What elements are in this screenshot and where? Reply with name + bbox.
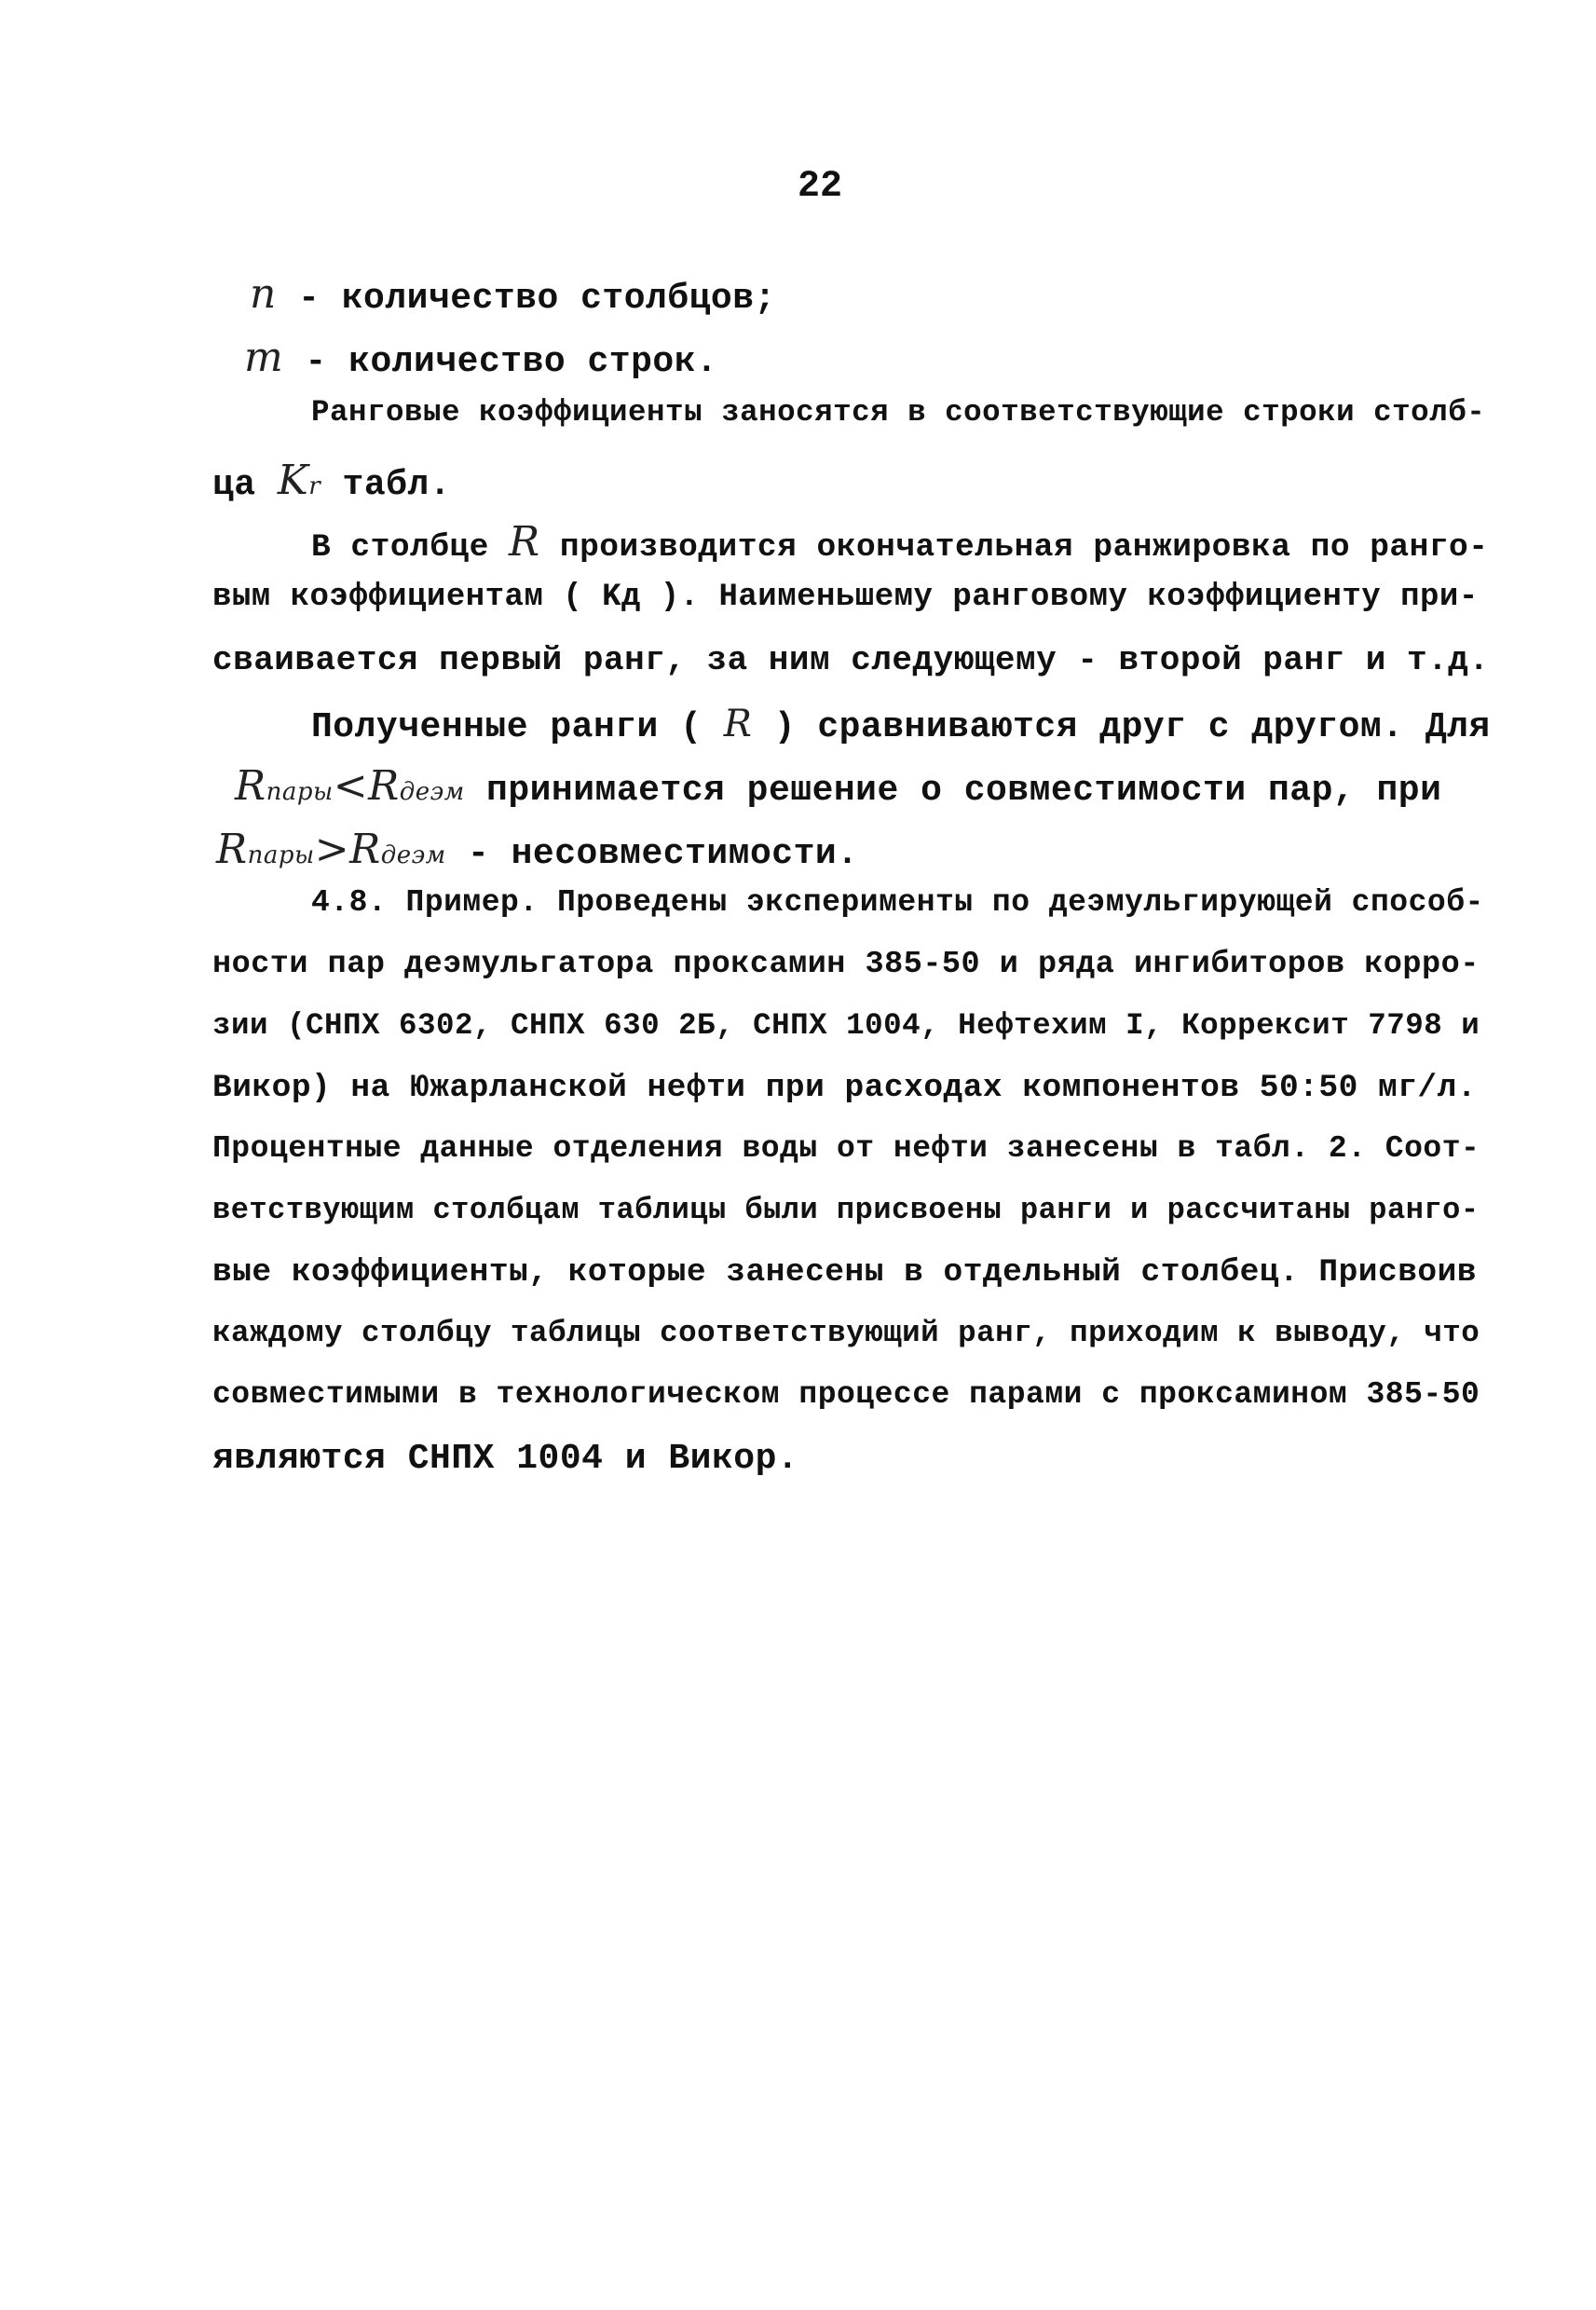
n-symbol: n	[250, 270, 277, 318]
para3-line1: Полученные ранги ( R ) сравниваются друг с другом. Для	[311, 703, 1491, 747]
para4-line8: каждому столбцу таблицы соответствующий ранг, приходим к выводу, что	[212, 1316, 1480, 1350]
kr-symbol: Kr	[277, 457, 321, 504]
para4-line1: 4.8. Пример. Проведены эксперименты по деэмульгирующей способ-	[311, 885, 1484, 920]
para4-line7: вые коэффициенты, которые занесены в отдельный столбец. Присвоив	[212, 1254, 1478, 1291]
condition-incompatible: Rпары>Rдеэм	[216, 826, 446, 873]
para4-line5: Процентные данные отделения воды от нефти занесены в табл. 2. Соот-	[212, 1131, 1480, 1166]
condition-compatible: Rпары<Rдеэм	[235, 762, 465, 810]
para3-line2: Rпары<Rдеэм принимается решение о совместимости пар, при	[235, 762, 1442, 811]
legend-m-line	[244, 334, 717, 382]
para1-line1: Ранговые коэффициенты заносятся в соответствующие строки столб-	[311, 395, 1486, 430]
para4-line2: ности пар деэмульгатора проксамин 385-50 и ряда ингибиторов корро-	[212, 947, 1480, 982]
r-symbol-2: R	[723, 703, 753, 745]
para4-line10: являются СНПХ 1004 и Викор.	[212, 1439, 799, 1479]
para4-line9: совместимыми в технологическом процессе парами с проксамином 385-50	[212, 1377, 1480, 1412]
para4-line3: зии (СНПХ 6302, СНПХ 630 2Б, СНПХ 1004, Нефтехим I, Коррексит 7798 и	[212, 1008, 1480, 1043]
page-number: 22	[798, 166, 843, 208]
para2-line1: В столбце R производится окончательная ранжировка по ранго-	[311, 518, 1489, 566]
para2-line2: вым коэффициентам ( Kд ). Наименьшему ранговому коэффициенту при-	[212, 580, 1479, 615]
r-symbol: R	[509, 518, 540, 566]
para2-line3: сваивается первый ранг, за ним следующему - второй ранг и т.д.	[212, 641, 1490, 679]
para1-line2	[212, 457, 451, 505]
para4-line6: ветствующим столбцам таблицы были присвоены ранги и рассчитаны ранго-	[212, 1193, 1480, 1227]
m-symbol: m	[244, 334, 284, 381]
para1-line2-pre: ца	[212, 465, 278, 505]
legend-m-text: - количество строк.	[283, 342, 718, 382]
para3-line3: Rпары>Rдеэм - несовместимости.	[216, 826, 859, 874]
legend-n-text: - количество столбцов;	[276, 279, 776, 319]
legend-n-line	[250, 270, 776, 319]
para1-line2-post: табл.	[321, 465, 452, 505]
para4-line4: Викор) на Южарланской нефти при расходах компонентов 50:50 мг/л.	[212, 1070, 1478, 1106]
